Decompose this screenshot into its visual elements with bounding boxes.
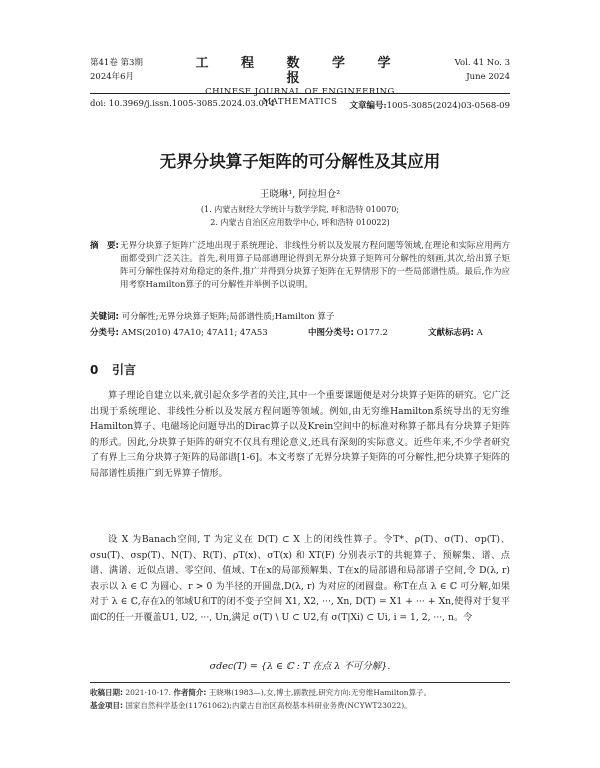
header-rule bbox=[90, 93, 510, 94]
section-title: 引言 bbox=[112, 363, 137, 377]
abstract bbox=[90, 240, 510, 292]
display-formula: σdec(T) = {λ ∈ ℂ : T 在点 λ 不可分解}. bbox=[209, 661, 391, 672]
header-right bbox=[455, 56, 510, 84]
classification-row bbox=[90, 326, 510, 338]
paragraph-1: 算子理论自建立以来,就引起众多学者的关注,其中一个重要课题便是对分块算子矩阵的研究。它广泛出现于系统理论、非线性分析以及发展方程问题等领域。例如,由无穷维Hamilton系统导出的无穷维Hamilton算子、电磁场论问题导出的Dirac算子以及Krein空间中的标准对称算子都具有分块算子矩阵的形式。因此,分块算子矩阵的研究不仅具有理论意义,还具有深刻的实际意义。近些年来,不少学者研究了有界上三角分块算子矩阵的局部谱[1-6]。本文考察了无界分块算子矩阵的可分解性,把分块算子矩阵的局部谱性质推广到无界算子情形。 bbox=[90, 390, 510, 479]
doc-code-label: 文献标志码: bbox=[428, 328, 474, 338]
clc-label: 中图分类号: bbox=[308, 328, 354, 338]
ams-class bbox=[90, 328, 268, 338]
ams-label: 分类号: bbox=[90, 328, 119, 338]
footnote-received bbox=[90, 687, 510, 699]
keywords-text: 可分解性;无界分块算子矩阵;局部谱性质;Hamilton 算子 bbox=[121, 312, 335, 322]
fund-label: 基金项目: bbox=[90, 701, 123, 710]
doc-code bbox=[428, 326, 483, 338]
paragraph-2: 设 X 为Banach空间, T 为定义在 D(T) ⊂ X 上的闭线性算子。令T*、ρ(T)、σ(T)、σp(T)、σsu(T)、σsp(T)、N(T)、R(T)、ρT(x)、σT(x) 和 XT(F) 分别表示T的共轭算子、预解集、谱、点谱、满谱、近似点谱、零空间、值域、T在x的局部预解集、T在x的局部谱和局部谱子空间,令 D(λ, r) 表示以 λ ∈ ℂ 为圆心、r > 0 为半径的开圆盘,D(λ, r) 为对应的闭圆盘。称T在点 λ ∈ ℂ 可分解,如果对于 λ ∈ ℂ,存在λ的邻域U和T的闭不变子空间 X1, X2, ···, Xn, D(T) = X1 + ··· + Xn,使得对于复平面ℂ的任一开覆盖U1, U2, ···, Un,满足 σ(T) \ U ⊂ U2,有 σ(T|Xi) ⊂ Ui, i = 1, 2, ···, n。令 bbox=[90, 534, 510, 623]
paper-title: 无界分块算子矩阵的可分解性及其应用 bbox=[159, 152, 441, 171]
volume-en: Vol. 41 No. 3 bbox=[454, 58, 510, 68]
doi-row bbox=[90, 99, 510, 109]
section-number: 0 bbox=[90, 363, 99, 377]
footnote-rule bbox=[90, 682, 510, 683]
date-cn: 2024年6月 bbox=[90, 72, 135, 82]
doi: doi: 10.3969/j.issn.1005-3085.2024.03.014 bbox=[90, 99, 275, 109]
abstract-label: 摘 要: bbox=[90, 241, 119, 251]
clc-value: O177.2 bbox=[356, 328, 388, 338]
affiliation-2: 2. 内蒙古自治区应用数学中心, 呼和浩特 010022) bbox=[210, 218, 390, 227]
journal-title-en: CHINESE JOURNAL OF ENGINEERING MATHEMATICS bbox=[205, 87, 395, 107]
keywords bbox=[90, 310, 510, 322]
article-number-label: 文章编号: bbox=[349, 101, 387, 111]
authors: 王晓琳¹, 阿拉坦仓² bbox=[259, 189, 341, 200]
fund-info: 国家自然科学基金(11761062);内蒙古自治区高校基本科研业务费(NCYWT23022)。 bbox=[125, 701, 412, 710]
volume-cn: 第41卷 第3期 bbox=[90, 58, 143, 68]
clc-class bbox=[308, 326, 388, 338]
received-label: 收稿日期: bbox=[90, 688, 123, 697]
header-left bbox=[90, 56, 143, 84]
section-heading bbox=[90, 361, 136, 378]
keywords-label: 关键词: bbox=[90, 312, 119, 322]
author-info-label: 作者简介: bbox=[173, 688, 207, 697]
affiliation-1: (1. 内蒙古财经大学统计与数学学院, 呼和浩特 010070; bbox=[200, 205, 400, 214]
doc-code-value: A bbox=[476, 328, 483, 338]
footnote-fund bbox=[90, 700, 510, 712]
date-en: June 2024 bbox=[466, 72, 510, 82]
received-date: 2021-10-17. bbox=[125, 688, 172, 697]
author-info: 王晓琳(1983—),女,博士,副教授,研究方向:无穷维Hamilton算子。 bbox=[208, 688, 432, 697]
article-number bbox=[349, 99, 510, 111]
abstract-text: 无界分块算子矩阵广泛地出现于系统理论、非线性分析以及发展方程问题等领域,在理论和实际应用两方面都受到广泛关注。首先,利用算子局部谱理论得到无界分块算子矩阵可分解性的刻画,其次,给出算子矩阵可分解性保持对角稳定的条件,推广并得到分块算子矩阵在无界情形下的一些局部谱性质。最后,作为应用考察Hamilton算子的可分解性并举例予以说明。 bbox=[120, 241, 510, 290]
article-number-value: 1005-3085(2024)03-0568-09 bbox=[386, 101, 510, 111]
journal-title-cn: 工 程 数 学 学 报 bbox=[195, 56, 405, 86]
ams-value: AMS(2010) 47A10; 47A11; 47A53 bbox=[121, 328, 268, 338]
